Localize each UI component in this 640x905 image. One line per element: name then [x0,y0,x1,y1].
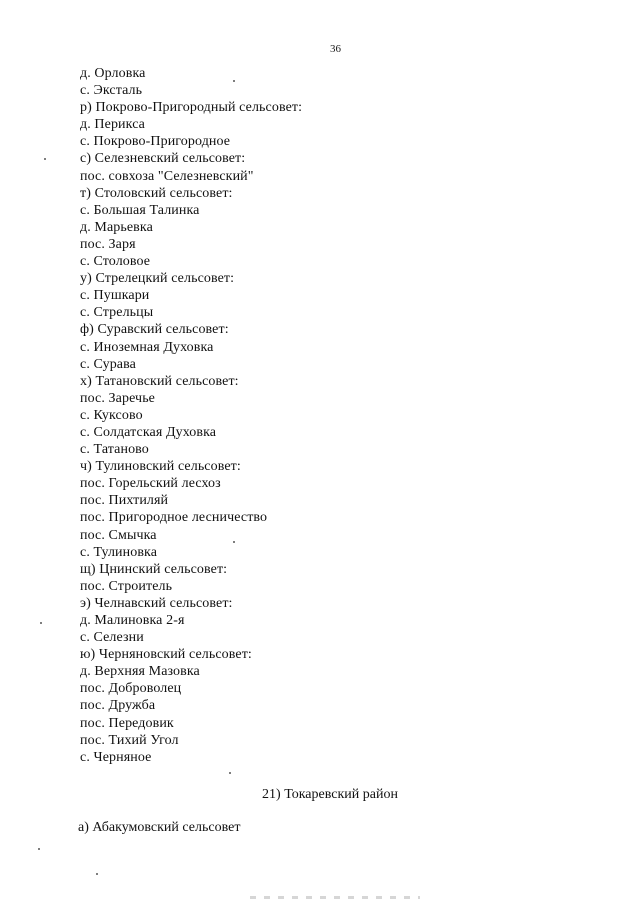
list-item: ф) Суравский сельсовет: [80,322,229,338]
list-item: д. Перикса [80,117,145,133]
list-item: с. Покрово-Пригородное [80,134,231,150]
list-item: с) Селезневский сельсовет: [80,151,246,167]
list-item: с. Солдатская Духовка [80,424,217,440]
scan-speck [96,873,98,875]
scan-speck [233,541,235,543]
list-item: пос. совхоза "Селезневский" [80,168,254,184]
list-item: с. Столовое [80,254,151,270]
list-item: с. Большая Талинка [80,202,200,218]
page-number: 36 [330,43,341,55]
list-item: пос. Заря [80,236,136,252]
list-item: пос. Доброволец [80,681,182,697]
list-item: с. Эксталь [80,83,143,99]
list-item: р) Покрово-Пригородный сельсовет: [80,100,303,116]
list-item: пос. Горельский лесхоз [80,476,221,492]
list-item: с. Стрельцы [80,305,154,321]
scan-speck [233,80,235,82]
scan-speck [38,848,40,850]
list-item: с. Куксово [80,407,143,423]
list-item: щ) Цнинский сельсовет: [80,561,228,577]
list-item: с. Татаново [80,442,149,458]
list-item: пос. Заречье [80,390,155,406]
list-item: пос. Строитель [80,578,173,594]
list-item: с. Сурава [80,356,136,372]
list-item: т) Столовский сельсовет: [80,185,233,201]
list-item: пос. Пригородное лесничество [80,510,268,526]
list-item: ю) Черняновский сельсовет: [80,647,252,663]
subsection-heading: а) Абакумовский сельсовет [78,820,241,835]
list-item: у) Стрелецкий сельсовет: [80,271,235,287]
list-item: д. Орловка [80,66,146,81]
list-item: пос. Тихий Угол [80,732,179,748]
list-item: с. Селезни [80,630,144,646]
list-item: с. Черняное [80,749,152,765]
list-item: пос. Пихтиляй [80,493,169,509]
scan-artifact [250,896,420,899]
settlement-list [80,65,302,766]
list-item: ч) Тулиновский сельсовет: [80,459,241,475]
scan-speck [40,622,42,624]
list-item: д. Верхняя Мазовка [80,664,200,680]
list-item: пос. Дружба [80,698,156,714]
list-item: с. Тулиновка [80,544,158,560]
list-item: пос. Передовик [80,715,174,731]
list-item: пос. Смычка [80,527,157,543]
list-item: с. Иноземная Духовка [80,339,214,355]
list-item: д. Малиновка 2-я [80,613,185,628]
section-heading: 21) Токаревский район [262,787,398,802]
scan-speck [44,158,46,160]
list-item: х) Татановский сельсовет: [80,373,239,389]
scan-speck [229,772,231,774]
list-item: э) Челнавский сельсовет: [80,595,233,611]
list-item: д. Марьевка [80,219,153,235]
list-item: с. Пушкари [80,288,150,304]
